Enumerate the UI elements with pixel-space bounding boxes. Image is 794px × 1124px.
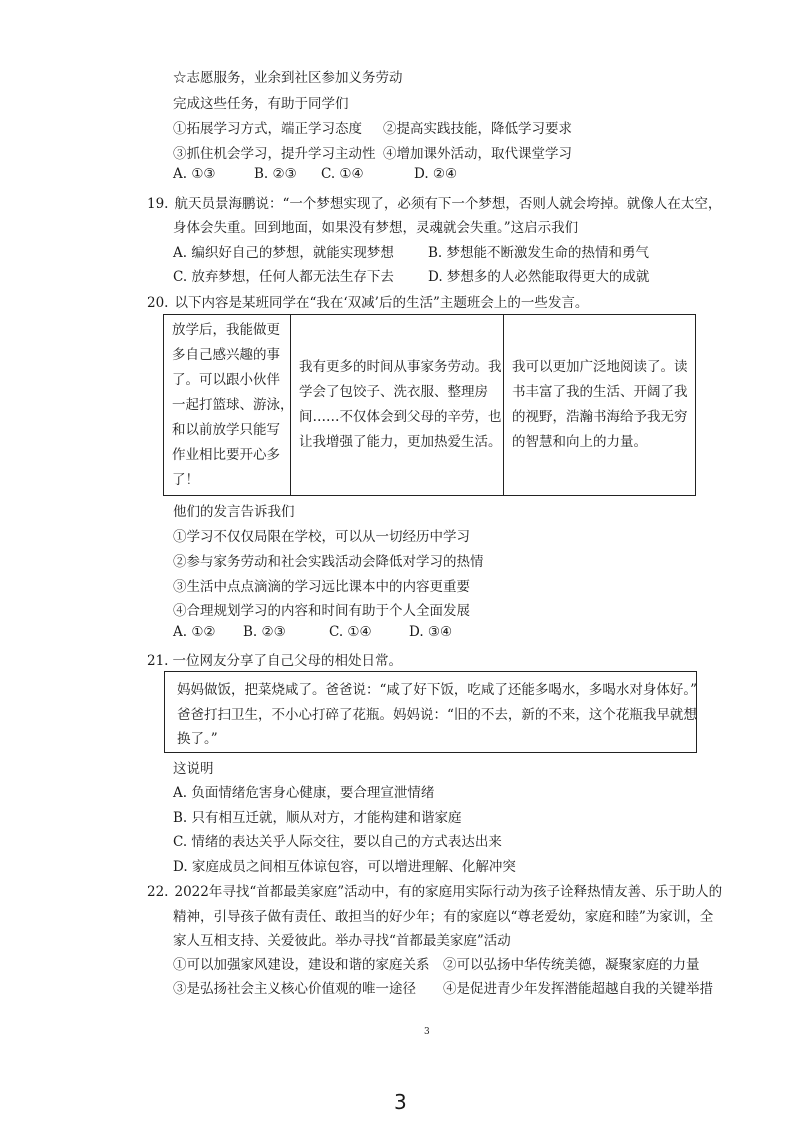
q21-box-line-1: 妈妈做饭，把菜烧咸了。爸爸说：“咸了好下饭，吃咸了还能多喝水，多喝水对身体好。” [177, 682, 698, 698]
q20-option-c: C. ①④ [329, 624, 372, 640]
q20-cell-1-line-5: 和以前放学只能写 [172, 421, 280, 438]
q18-volunteer-line: ☆志愿服务，业余到社区参加义务劳动 [173, 70, 403, 86]
q22-stem-line-1: 22. 2022年寻找“首都最美家庭”活动中，有的家庭用实际行动为孩子诠释热情友善、乐于助人的 [147, 884, 723, 900]
q20-statement-1: ①学习不仅仅局限在学校，可以从一切经历中学习 [173, 529, 470, 545]
q22-statement-4: ④是促进青少年发挥潜能超越自我的关键举措 [443, 981, 713, 997]
q19-option-c: C. 放弃梦想，任何人都无法生存下去 [173, 269, 394, 285]
q20-cell-2-line-2: 学会了包饺子、洗衣服、整理房 [299, 384, 488, 400]
q20-number: 20. [147, 295, 169, 311]
q20-statement-2: ②参与家务劳动和社会实践活动会降低对学习的热情 [173, 554, 484, 570]
q20-speech-table [163, 314, 696, 496]
q19-option-d: D. 梦想多的人必然能取得更大的成就 [428, 269, 650, 285]
q20-cell-1-line-4: 一起打篮球、游泳， [172, 396, 294, 413]
q18-option-a: A. ①③ [173, 166, 216, 182]
q20-speech-cell-1 [164, 315, 294, 495]
q22-statement-3: ③是弘扬社会主义核心价值观的唯一途径 [173, 981, 416, 997]
page-number-small: 3 [424, 1027, 430, 1037]
q18-option-c: C. ①④ [321, 166, 364, 182]
q20-cell-1-line-3: 了。可以跟小伙伴 [172, 371, 280, 388]
q20-cell-1-line-6: 作业相比要开心多 [172, 446, 280, 463]
q20-cell-1-line-1: 放学后，我能做更 [172, 321, 280, 338]
q19-number: 19. [147, 196, 169, 212]
q19-stem-line-2: 身体会失重。回到地面，如果没有梦想，灵魂就会失重。”这启示我们 [173, 220, 579, 236]
q19-options-row-1 [173, 241, 649, 261]
q20-speech-cell-3 [503, 315, 695, 495]
q20-stem-end: 他们的发言告诉我们 [173, 504, 295, 520]
q20-cell-3-line-1: 我可以更加广泛地阅读了。读 [512, 359, 688, 375]
q18-statements-row-2 [173, 142, 572, 162]
q20-option-d: D. ③④ [409, 624, 453, 640]
q18-options [173, 166, 457, 182]
q22-statement-2: ②可以弘扬中华传统美德，凝聚家庭的力量 [443, 957, 700, 973]
q21-option-c: C. 情绪的表达关乎人际交往，要以自己的方式表达出来 [173, 834, 502, 850]
q20-statement-3: ③生活中点点滴滴的学习远比课本中的内容更重要 [173, 579, 470, 595]
q18-statement-3: ③抓住机会学习，提升学习主动性 [173, 146, 376, 162]
q20-cell-2-line-3: 间……不仅体会到父母的辛劳，也 [299, 409, 502, 425]
q20-statement-4: ④合理规划学习的内容和时间有助于个人全面发展 [173, 603, 470, 619]
q22-number: 22. [147, 884, 169, 900]
q19-options-row-2 [173, 265, 649, 285]
q21-option-a: A. 负面情绪危害身心健康，要合理宣泄情绪 [173, 785, 435, 801]
q22-statement-1: ①可以加强家风建设，建设和谐的家庭关系 [173, 957, 430, 973]
q20-cell-3-line-2: 书丰富了我的生活、开阔了我 [512, 384, 688, 400]
q21-quote-box [164, 671, 697, 753]
q21-stem-end: 这说明 [173, 761, 214, 777]
q18-option-d: D. ②④ [414, 166, 458, 182]
q22-stem-line-2: 精神，引导孩子做有责任、敢担当的好少年；有的家庭以“尊老爱幼，家庭和睦”为家训，全 [173, 909, 714, 925]
q20-cell-2-line-4: 让我增强了能力，更加热爱生活。 [299, 434, 502, 450]
q20-option-a: A. ①② [173, 624, 216, 640]
q18-option-b: B. ②③ [254, 166, 297, 182]
q20-cell-1-line-7: 了！ [172, 471, 199, 488]
q18-stem-end: 完成这些任务，有助于同学们 [173, 96, 349, 112]
q18-statement-2: ②提高实践技能，降低学习要求 [383, 121, 572, 137]
q21-box-line-2: 爸爸打扫卫生，不小心打碎了花瓶。妈妈说：“旧的不去，新的不来，这个花瓶我早就想 [177, 707, 697, 723]
q20-options [173, 624, 452, 640]
q18-statement-4: ④增加课外活动，取代课堂学习 [383, 146, 572, 162]
q22-stem-line-3: 家人互相支持、关爱彼此。举办寻找“首都最美家庭”活动 [173, 933, 511, 949]
q22-statements-row-2 [173, 977, 713, 997]
q18-statements-row-1 [173, 117, 572, 137]
q21-option-d: D. 家庭成员之间相互体谅包容，可以增进理解、化解冲突 [173, 859, 516, 875]
q21-option-b: B. 只有相互迁就，顺从对方，才能构建和谐家庭 [173, 810, 462, 826]
q18-statement-1: ①拓展学习方式，端正学习态度 [173, 121, 362, 137]
q20-option-b: B. ②③ [243, 624, 286, 640]
q19-stem-line-1: 19. 航天员景海鹏说：“一个梦想实现了，必须有下一个梦想，否则人就会垮掉。就像人在太空， [147, 196, 722, 212]
q21-number: 21. [147, 653, 169, 669]
q20-cell-2-line-1: 我有更多的时间从事家务劳动。我 [299, 359, 502, 375]
q22-statements-row-1 [173, 953, 700, 973]
q19-option-b: B. 梦想能不断激发生命的热情和勇气 [428, 245, 650, 261]
q20-speech-cell-2 [290, 315, 503, 495]
q20-stem: 20. 以下内容是某班同学在“我在‘双减’后的生活”主题班会上的一些发言。 [147, 295, 589, 311]
q19-option-a: A. 编织好自己的梦想，就能实现梦想 [173, 245, 394, 261]
q20-cell-3-line-4: 的智慧和向上的力量。 [512, 434, 647, 450]
q20-cell-1-line-2: 多自己感兴趣的事 [172, 346, 280, 363]
page-number: 3 [394, 1090, 407, 1114]
q21-box-line-3: 换了。” [177, 731, 218, 747]
q20-cell-3-line-3: 的视野，浩瀚书海给予我无穷 [512, 409, 688, 425]
q21-stem: 21. 一位网友分享了自己父母的相处日常。 [147, 653, 402, 669]
